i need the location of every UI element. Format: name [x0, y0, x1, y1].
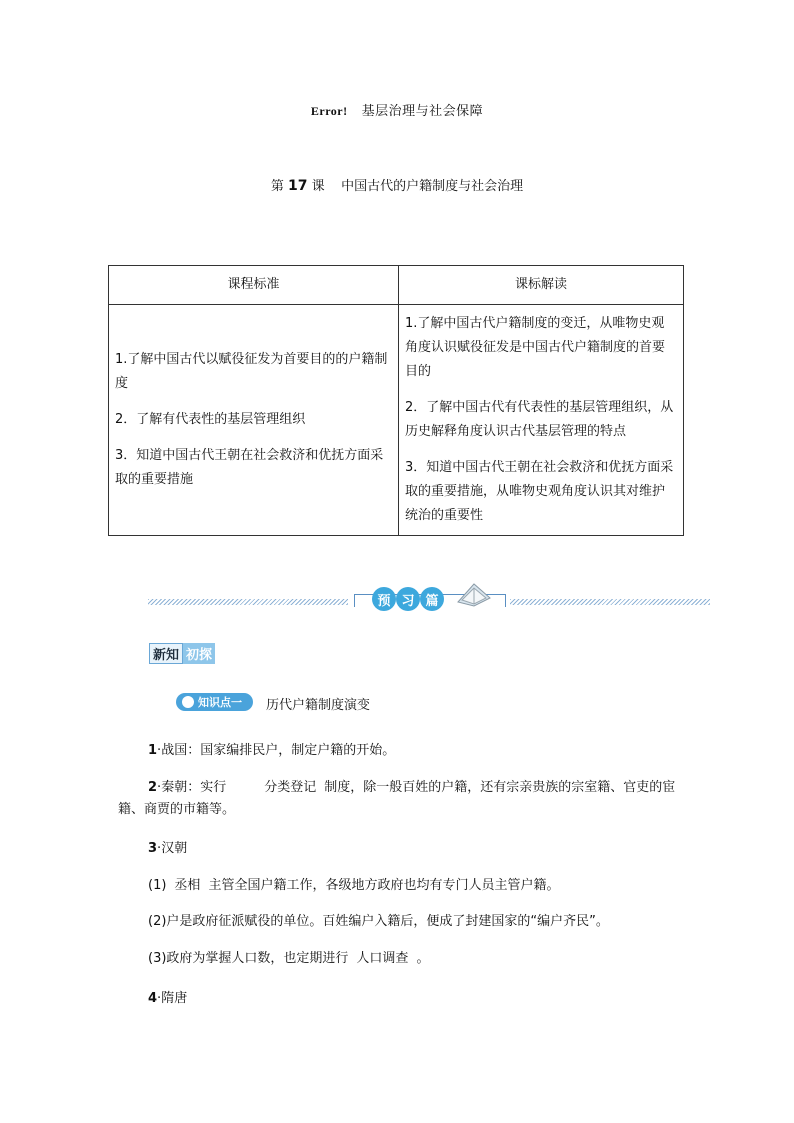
hatch-left — [148, 599, 348, 605]
curriculum-table — [108, 265, 684, 536]
banner-char-3: 篇 — [420, 587, 444, 611]
sub-item-3-blank: 人口调查 — [356, 951, 409, 966]
lesson-prefix: 第 — [270, 179, 284, 194]
sub-item-1-label: (1) — [148, 878, 167, 893]
interpretation-1: 1.了解中国古代户籍制度的变迁，从唯物史观角度认识赋役征发是中国古代户籍制度的首要目的 — [405, 316, 666, 379]
sub-item-3 — [148, 948, 429, 970]
lesson-title-text: 中国古代的户籍制度与社会治理 — [341, 179, 524, 194]
interpretations-cell — [399, 305, 684, 536]
error-text: Error! — [310, 104, 348, 118]
new-knowledge-badge — [149, 643, 215, 663]
sub-item-1-text: 主管全国户籍工作，各级地方政府也均有专门人员主管户籍。 — [208, 878, 560, 893]
item-3 — [148, 838, 187, 860]
item-3-number: 3 — [148, 841, 158, 856]
books-icon — [454, 580, 494, 608]
badge-part-1: 新知 — [149, 643, 183, 664]
bullet-icon — [182, 696, 194, 708]
lesson-suffix: 课 — [311, 179, 325, 194]
item-2-post: 制度，除一般百姓的户籍，还有宗亲贵族的宗室籍、官吏的宦籍、商贾的市籍等。 — [118, 780, 676, 817]
preview-banner — [148, 580, 710, 620]
sub-item-3-pre: (3)政府为掌握人口数，也定期进行 — [148, 951, 349, 966]
standard-1: 1.了解中国古代以赋役征发为首要目的的户籍制度 — [115, 352, 388, 391]
sub-item-2: (2)户是政府征派赋役的单位。百姓编户入籍后，便成了封建国家的“编户齐民”。 — [148, 914, 609, 929]
separator: · — [157, 743, 162, 758]
item-2 — [118, 777, 684, 821]
item-3-text: 汉朝 — [161, 841, 188, 856]
item-2-pre: 秦朝：实行 — [161, 780, 227, 795]
table-header-interpretation: 课标解读 — [399, 266, 684, 305]
knowledge-point-badge — [176, 693, 253, 711]
unit-title-text: 基层治理与社会保障 — [361, 104, 484, 119]
standard-3: 3．知道中国古代王朝在社会救济和优抚方面采取的重要措施 — [115, 448, 384, 487]
item-1 — [148, 740, 395, 762]
sub-item-1 — [148, 875, 559, 897]
separator: · — [157, 780, 162, 795]
sub-item-3-post: 。 — [416, 951, 430, 966]
separator: · — [157, 991, 162, 1006]
item-2-blank: 分类登记 — [264, 780, 317, 795]
item-1-number: 1 — [148, 743, 158, 758]
knowledge-point-badge-text: 知识点一 — [198, 696, 242, 709]
standards-cell — [109, 305, 399, 536]
item-4-text: 隋唐 — [161, 991, 188, 1006]
unit-title — [0, 100, 794, 119]
banner-char-2: 习 — [396, 587, 420, 611]
sub-item-1-blank: 丞相 — [174, 878, 201, 893]
hatch-right — [510, 599, 710, 605]
item-4-number: 4 — [148, 991, 158, 1006]
item-1-text: 战国：国家编排民户，制定户籍的开始。 — [161, 743, 396, 758]
separator: · — [157, 841, 162, 856]
interpretation-2: 2．了解中国古代有代表性的基层管理组织，从历史解释角度认识古代基层管理的特点 — [405, 400, 674, 439]
table-header-standard: 课程标准 — [109, 266, 399, 305]
interpretation-3: 3．知道中国古代王朝在社会救济和优抚方面采取的重要措施，从唯物史观角度认识其对维护统治的重要性 — [405, 460, 674, 523]
item-4 — [148, 988, 187, 1010]
banner-char-1: 预 — [372, 587, 396, 611]
lesson-title — [0, 175, 794, 194]
knowledge-point-title: 历代户籍制度演变 — [266, 698, 371, 713]
item-2-number: 2 — [148, 780, 158, 795]
badge-part-2: 初探 — [183, 643, 215, 664]
standard-2: 2．了解有代表性的基层管理组织 — [115, 412, 306, 427]
lesson-number: 17 — [287, 178, 308, 194]
